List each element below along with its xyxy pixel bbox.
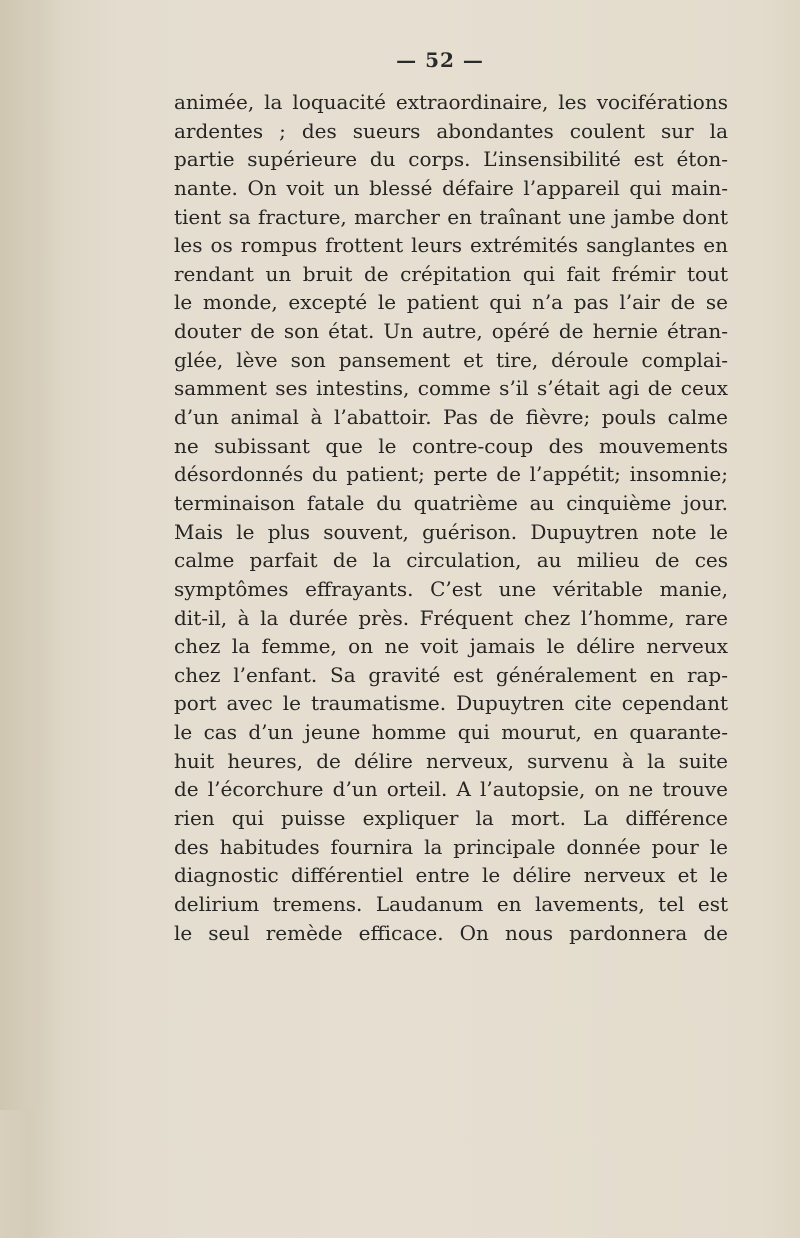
text-line: ne subissant que le contre-coup des mouvements [174,433,728,458]
text-line: symptômes effrayants. C’est une véritable manie, [174,576,728,601]
text-line: le cas d’un jeune homme qui mourut, en quarante- [174,720,728,745]
text-line: ardentes ; des sueurs abondantes coulent sur la [174,118,728,143]
text-line: dit-il, à la durée près. Fréquent chez l’homme, rare [174,605,728,630]
text-line: désordonnés du patient; perte de l’appétit; insomnie; [174,462,728,487]
text-line: glée, lève son pansement et tire, déroule complai- [174,347,728,372]
text-line: terminaison fatale du quatrième au cinquième jour. [174,490,728,515]
text-line: le monde, excepté le patient qui n’a pas l’air de se [174,290,728,315]
text-line: rien qui puisse expliquer la mort. La différence [174,806,728,831]
text-line: chez la femme, on ne voit jamais le délire nerveux [174,634,728,659]
text-line: d’un animal à l’abattoir. Pas de fièvre; pouls calme [174,405,728,430]
text-line: douter de son état. Un autre, opéré de hernie étran- [174,319,728,344]
text-line: le seul remède efficace. On nous pardonnera de [174,920,728,945]
page-gutter-shadow [0,0,46,1110]
text-line: nante. On voit un blessé défaire l’appareil qui main- [174,175,728,200]
text-line: delirium tremens. Laudanum en lavements, tel est [174,891,728,916]
text-line: calme parfait de la circulation, au milieu de ces [174,548,728,573]
text-line: port avec le traumatisme. Dupuytren cite cependant [174,691,728,716]
text-line: diagnostic différentiel entre le délire nerveux et le [174,863,728,888]
text-line: les os rompus frottent leurs extrémités sanglantes en [174,233,728,258]
text-line: tient sa fracture, marcher en traînant une jambe dont [174,204,728,229]
text-line: animée, la loquacité extraordinaire, les vociférations [174,90,728,114]
text-line: samment ses intestins, comme s’il s’était agi de ceux [174,376,728,401]
body-text [174,88,728,947]
text-line: Mais le plus souvent, guérison. Dupuytren note le [174,519,728,544]
text-line: partie supérieure du corps. L’insensibilité est éton- [174,147,728,172]
text-line: des habitudes fournira la principale donnée pour le [174,834,728,859]
text-line: de l’écorchure d’un orteil. A l’autopsie, on ne trouve [174,777,728,802]
text-line: rendant un bruit de crépitation qui fait frémir tout [174,261,728,286]
text-line: huit heures, de délire nerveux, survenu à la suite [174,748,728,773]
page-number: — 52 — [396,48,484,72]
text-line: chez l’enfant. Sa gravité est généralement en rap- [174,662,728,687]
